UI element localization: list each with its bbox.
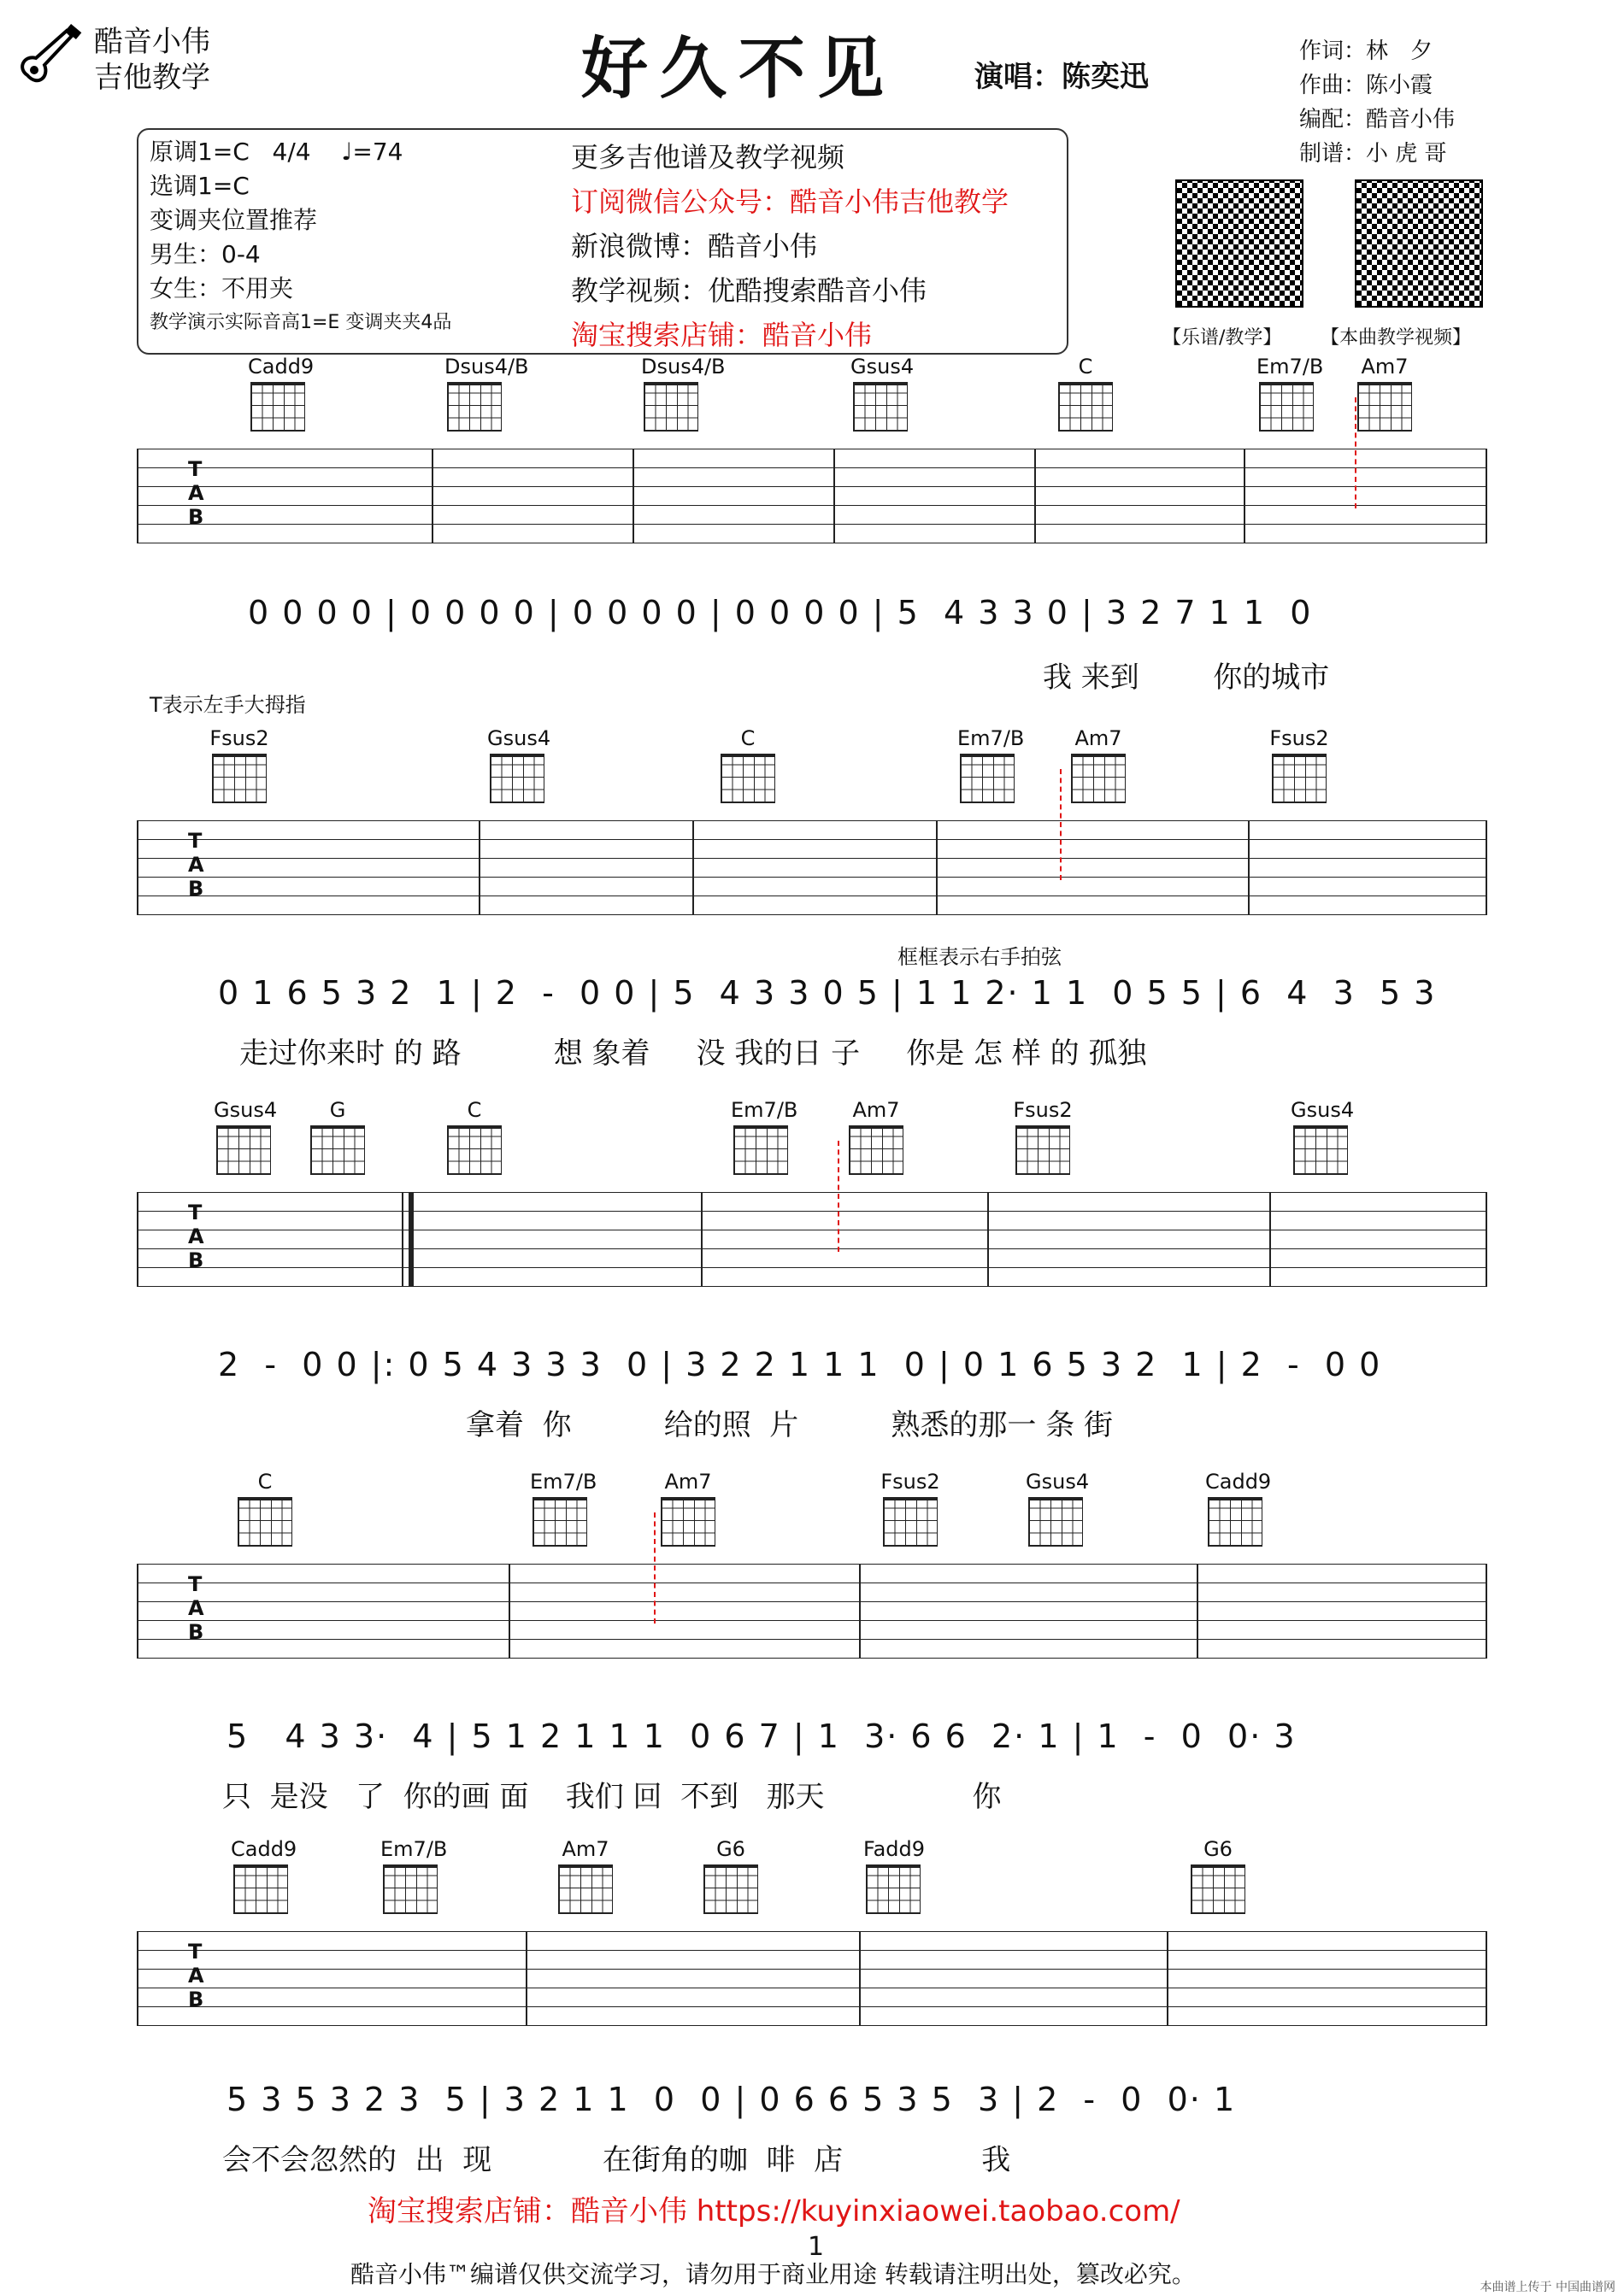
chord-diagram	[231, 1837, 297, 1914]
credit-arranger: 编配：酷音小伟	[1299, 107, 1456, 132]
chord-name: Am7	[562, 1837, 609, 1861]
credit-composer: 作曲：陈小霞	[1299, 73, 1433, 98]
chord-name: Dsus4/B	[444, 355, 529, 379]
numbered-notes: 5 4 3 3· 4 | 5 1 2 1 1 1 0 6 7 | 1 3· 6 6 2· 1 | 1 - 0 0· 3	[227, 1718, 1297, 1755]
chord-diagram	[487, 726, 551, 803]
chord-diagram	[556, 1837, 615, 1914]
chord-diagram	[444, 1098, 504, 1175]
site-watermark: 本曲谱上传于 中国曲谱网	[1480, 2281, 1615, 2294]
lyrics-line: 拿着 你 给的照 片 熟悉的那一 条 街	[466, 1408, 1113, 1442]
lyrics-line: 我 来到 你的城市	[1043, 661, 1330, 695]
chord-name: Gsus4	[1026, 1470, 1090, 1494]
chord-name: Gsus4	[487, 726, 551, 750]
credits	[1299, 34, 1455, 171]
chord-diagram	[846, 1098, 906, 1175]
tab-clef: T A B	[188, 1201, 204, 1272]
chord-diagram	[1205, 1470, 1272, 1547]
info-weibo: 新浪微博：酷音小伟	[571, 230, 818, 262]
chosen-key: 选调1=C	[150, 172, 250, 200]
numbered-notes: 0 0 0 0 | 0 0 0 0 | 0 0 0 0 | 0 0 0 0 | 5 4 3 3 0 | 3 2 7 1 1 0	[248, 594, 1313, 631]
chord-diagram	[641, 355, 726, 432]
info-more: 更多吉他谱及教学视频	[571, 141, 845, 173]
guitar-logo-icon	[15, 24, 91, 91]
credit-lyricist: 作词：林 夕	[1299, 38, 1433, 64]
brand-line1: 酷音小伟	[94, 25, 210, 59]
chord-name: Am7	[1074, 726, 1122, 750]
numbered-notes: 5 3 5 3 2 3 5 | 3 2 1 1 0 0 | 0 6 6 5 3 5 3 | 2 - 0 0· 1	[227, 2081, 1237, 2118]
chord-diagram	[850, 355, 915, 432]
chord-diagram	[863, 1837, 926, 1914]
info-right	[571, 135, 1009, 357]
qr-code-video-icon	[1355, 179, 1483, 308]
chord-name: G6	[1203, 1837, 1233, 1861]
tab-clef: T A B	[188, 829, 204, 901]
chord-name: Fsus2	[1013, 1098, 1073, 1122]
tab-staff	[137, 1192, 1487, 1286]
chord-diagram	[214, 1098, 278, 1175]
chord-diagram	[880, 1470, 940, 1547]
chord-diagram	[209, 726, 269, 803]
chord-name: Cadd9	[231, 1837, 297, 1861]
chord-name: C	[1078, 355, 1093, 379]
chord-name: Em7/B	[380, 1837, 448, 1861]
chord-diagram	[1256, 355, 1324, 432]
credit-transcriber: 制谱：小 虎 哥	[1299, 141, 1447, 167]
lyrics-line: 走过你来时 的 路 想 象着 没 我的日 子 你是 怎 样 的 孤独	[239, 1036, 1147, 1071]
footer-shop-link: 淘宝搜索店铺：酷音小伟 https://kuyinxiaowei.taobao.com/	[368, 2194, 1180, 2228]
chord-name: Cadd9	[248, 355, 315, 379]
chord-diagram	[658, 1470, 718, 1547]
chord-name: Em7/B	[1256, 355, 1324, 379]
chord-name: Fsus2	[1269, 726, 1329, 750]
chord-name: Gsus4	[1291, 1098, 1355, 1122]
chord-diagram	[1269, 726, 1329, 803]
chord-diagram	[731, 1098, 798, 1175]
chord-diagram	[1355, 355, 1415, 432]
chord-name: Am7	[1361, 355, 1409, 379]
chord-diagram	[1026, 1470, 1090, 1547]
chord-diagram	[1013, 1098, 1073, 1175]
chord-name: G	[329, 1098, 346, 1122]
brand-line2: 吉他教学	[94, 61, 210, 95]
chord-name: Dsus4/B	[641, 355, 726, 379]
tab-clef: T A B	[188, 1572, 204, 1644]
numbered-notes: 0 1 6 5 3 2 1 | 2 - 0 0 | 5 4 3 3 0 5 | 1 1 2· 1 1 0 5 5 | 6 4 3 5 3	[218, 974, 1437, 1012]
chord-name: Em7/B	[530, 1470, 597, 1494]
chord-diagram	[1056, 355, 1115, 432]
footer-notice: 酷音小伟™编谱仅供交流学习，请勿用于商业用途 转载请注明出处，篡改必究。	[350, 2260, 1196, 2288]
info-taobao: 淘宝搜索店铺：酷音小伟	[571, 319, 873, 351]
chord-diagram	[248, 355, 315, 432]
info-video: 教学视频：优酷搜索酷音小伟	[571, 274, 927, 307]
page-number: 1	[808, 2232, 825, 2262]
tempo: ♩=74	[341, 138, 403, 166]
chord-diagram	[1291, 1098, 1355, 1175]
capo-male: 男生：0-4	[150, 240, 261, 268]
numbered-notes: 2 - 0 0 |: 0 5 4 3 3 3 0 | 3 2 2 1 1 1 0 | 0 1 6 5 3 2 1 | 2 - 0 0	[218, 1346, 1382, 1383]
tab-staff	[137, 1564, 1487, 1658]
chord-name: Am7	[852, 1098, 900, 1122]
chord-name: Em7/B	[731, 1098, 798, 1122]
chord-name: Am7	[664, 1470, 712, 1494]
lyrics-line: 会不会忽然的 出 现 在街角的咖 啡 店 我	[222, 2143, 1011, 2177]
annotation-frame: 框框表示右手拍弦	[897, 945, 1062, 969]
lyrics-line: 只 是没 了 你的画 面 我们 回 不到 那天 你	[222, 1780, 1002, 1814]
qr-caption-video: 【本曲教学视频】	[1321, 327, 1472, 349]
chord-diagram	[957, 726, 1025, 803]
qr-caption-score: 【乐谱/教学】	[1162, 327, 1282, 349]
chord-name: Gsus4	[850, 355, 915, 379]
info-wechat: 订阅微信公众号：酷音小伟吉他教学	[571, 185, 1009, 218]
score-system-1	[137, 355, 1487, 713]
time-signature: 4/4	[272, 138, 311, 166]
chord-diagram	[1068, 726, 1128, 803]
original-key: 原调1=C	[150, 138, 250, 166]
chord-name: C	[740, 726, 756, 750]
brand	[94, 24, 210, 96]
score-system-5	[137, 1837, 1487, 2179]
chord-name: Em7/B	[957, 726, 1025, 750]
chord-name: Fadd9	[863, 1837, 926, 1861]
capo-female: 女生：不用夹	[150, 274, 294, 302]
chord-name: C	[257, 1470, 273, 1494]
chord-name: Fsus2	[209, 726, 269, 750]
chord-name: Cadd9	[1205, 1470, 1272, 1494]
chord-name: Gsus4	[214, 1098, 278, 1122]
chord-diagram	[444, 355, 529, 432]
chord-diagram	[718, 726, 778, 803]
chord-diagram	[235, 1470, 295, 1547]
chord-diagram	[1188, 1837, 1248, 1914]
chord-diagram	[530, 1470, 597, 1547]
annotation-thumb: T表示左手大拇指	[150, 693, 306, 717]
info-left	[150, 135, 451, 340]
chord-diagram	[308, 1098, 368, 1175]
tab-staff	[137, 449, 1487, 543]
capo-title: 变调夹位置推荐	[150, 206, 318, 234]
qr-code-score-icon	[1175, 179, 1303, 308]
chord-name: Fsus2	[880, 1470, 940, 1494]
chord-diagram	[380, 1837, 448, 1914]
chord-diagram	[701, 1837, 761, 1914]
tab-staff	[137, 820, 1487, 914]
chord-name: G6	[716, 1837, 745, 1861]
chord-name: C	[467, 1098, 482, 1122]
demo-note: 教学演示实际音高1=E 变调夹夹4品	[150, 312, 452, 333]
tab-clef: T A B	[188, 457, 204, 529]
score-system-2	[137, 726, 1487, 1071]
tab-clef: T A B	[188, 1940, 204, 2011]
singer: 演唱：陈奕迅	[974, 60, 1149, 94]
page-title: 好久不见	[581, 30, 897, 108]
score-system-4	[137, 1470, 1487, 1812]
score-system-3	[137, 1098, 1487, 1440]
tab-staff	[137, 1931, 1487, 2025]
